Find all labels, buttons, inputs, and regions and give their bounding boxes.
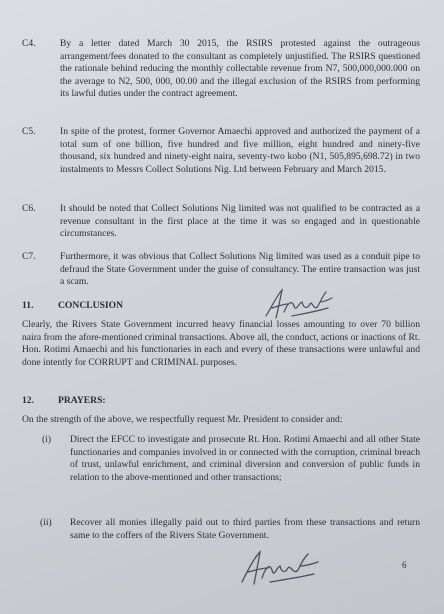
section-12-number: 12. (22, 395, 34, 406)
prayer-i: Direct the EFCC to investigate and prosecute Rt. Hon. Rotimi Amaechi and all other State functionaries and companies involved in or connected with the corruption, criminal breach of trust, unlawful enrichment, and criminal diversion and conversion of public funds in relation to the above-mentioned and other transactions; (70, 434, 420, 483)
page-number: 6 (402, 560, 407, 570)
para-c5: In spite of the protest, former Governor Amaechi approved and authorized the payment of a total sum of one billion, five hundred and five million, eight hundred and ninety-five thousand, six hundred and ninety-eight naira, seventy-two kobo (N1, 505,895,698.72) in two instalments to Messrs Collect Solutions Nig. Ltd between February and March 2015. (60, 126, 420, 175)
signature-initials (262, 286, 338, 322)
para-c4: By a letter dated March 30 2015, the RSIRS protested against the outrageous arrangement/fees donated to the consultant as completely unjustified. The RSIRS questioned the rationale behind reducing the monthly collectable revenue from N7, 500,000,000.000 on the average to N2, 500, 000, 00.00 and the illegal exclusion of the RSIRS from performing its lawful duties under the contract agreement. (60, 38, 420, 100)
para-label-c4: C4. (22, 38, 36, 49)
para-label-c6: C6. (22, 203, 36, 214)
section-11-number: 11. (22, 300, 34, 311)
prayer-ii: Recover all monies illegally paid out to third parties from these transactions and return same to the coffers of the Rivers State Government. (70, 517, 420, 541)
para-c7: Furthermore, it was obvious that Collect Solutions Nig limited was used as a conduit pipe to defraud the State Government under the guise of consultancy. The entire transaction was just a scam. (60, 251, 420, 288)
para-label-c7: C7. (22, 251, 36, 262)
conclusion-text: Clearly, the Rivers State Government incurred heavy financial losses amounting to over 70 billion naira from the afore-mentioned criminal transactions. Above all, the conduct, actions or inactions of Rt. Hon. Rotimi Amaechi and his functionaries in each and every of these transactions were unlawful and done intently for CORRUPT and CRIMINAL purposes. (22, 319, 420, 368)
section-12-title: PRAYERS: (58, 395, 106, 406)
signature-bottom (236, 548, 326, 588)
section-11-title: CONCLUSION (58, 300, 124, 311)
prayer-label-i: (i) (42, 434, 52, 445)
prayer-label-ii: (ii) (40, 517, 52, 528)
prayers-intro: On the strength of the above, we respectfully request Mr. President to consider and: (22, 414, 343, 425)
para-label-c5: C5. (22, 126, 36, 137)
para-c6: It should be noted that Collect Solutions Nig limited was not qualified to be contracted as a revenue consultant in the first place at the time it was so engaged and in questionable circumstances. (60, 203, 420, 240)
